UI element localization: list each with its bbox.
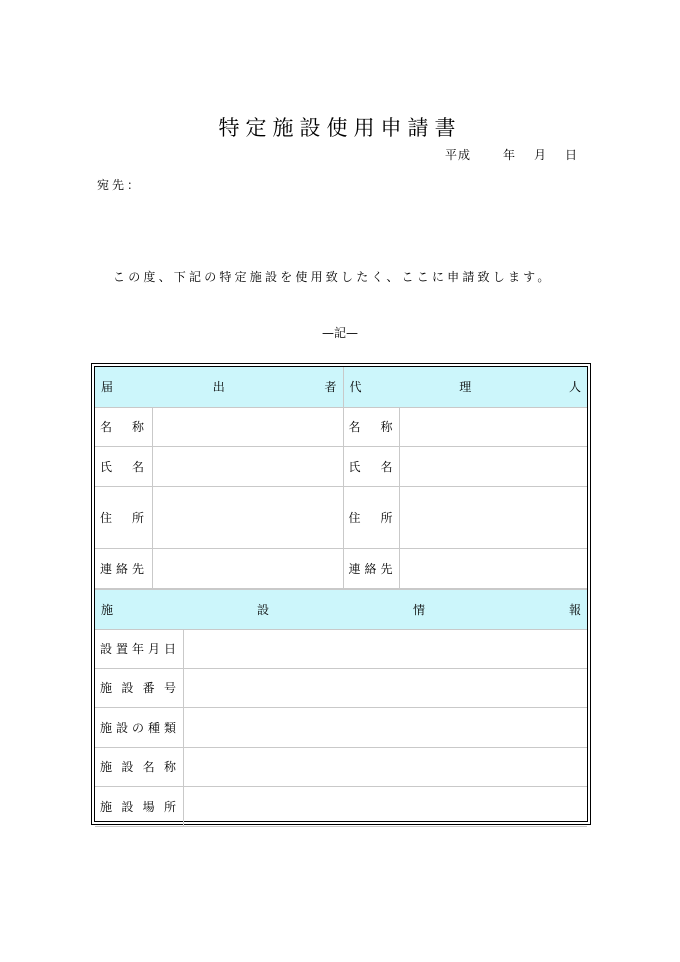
document-title: 特定施設使用申請書	[218, 116, 462, 140]
applicant-header: 届 出 者	[95, 367, 343, 407]
addressee-label: 宛先：	[97, 178, 143, 192]
agent-address-label: 住 所	[343, 486, 399, 548]
date-day: 日	[564, 148, 578, 162]
agent-person-field[interactable]	[399, 446, 587, 486]
applicant-person-label: 氏 名	[95, 446, 152, 486]
facility-info-table	[95, 589, 587, 827]
table-row	[95, 786, 587, 826]
table-row	[95, 668, 587, 707]
date-era: 平成	[444, 148, 471, 162]
installation-date-field[interactable]	[183, 629, 587, 668]
applicant-address-field[interactable]	[152, 486, 343, 548]
table-row	[95, 407, 587, 446]
applicant-contact-field[interactable]	[152, 548, 343, 588]
table-row	[95, 548, 587, 588]
facility-header-row	[95, 589, 587, 629]
agent-name-label: 名 称	[343, 407, 399, 446]
installation-date-label: 設 置 年 月 日	[95, 629, 183, 668]
agent-name-field[interactable]	[399, 407, 587, 446]
table-row	[95, 486, 587, 548]
table-row	[95, 446, 587, 486]
agent-header: 代 理 人	[343, 367, 587, 407]
application-form	[91, 363, 591, 825]
applicant-name-label: 名 称	[95, 407, 152, 446]
facility-location-label: 施 設 場 所	[95, 786, 183, 826]
applicant-name-field[interactable]	[152, 407, 343, 446]
table-row	[95, 747, 587, 786]
applicant-address-label: 住 所	[95, 486, 152, 548]
applicant-contact-label: 連 絡 先	[95, 548, 152, 588]
facility-type-field[interactable]	[183, 707, 587, 747]
ki-heading: —記—	[321, 326, 358, 340]
agent-address-field[interactable]	[399, 486, 587, 548]
facility-number-field[interactable]	[183, 668, 587, 707]
date-month: 月	[533, 148, 547, 162]
agent-person-label: 氏 名	[343, 446, 399, 486]
table-row	[95, 629, 587, 668]
applicant-agent-header-row	[95, 367, 587, 407]
facility-number-label: 施 設 番 号	[95, 668, 183, 707]
facility-name-field[interactable]	[183, 747, 587, 786]
facility-type-label: 施 設 の 種 類	[95, 707, 183, 747]
facility-location-field[interactable]	[183, 786, 587, 826]
facility-header: 施 設 情 報	[95, 589, 587, 629]
applicant-agent-table	[95, 367, 587, 589]
application-statement: この度、下記の特定施設を使用致したく、ここに申請致します。	[113, 270, 553, 284]
date-year: 年	[502, 148, 516, 162]
facility-name-label: 施 設 名 称	[95, 747, 183, 786]
date-line	[445, 146, 578, 163]
agent-contact-field[interactable]	[399, 548, 587, 588]
table-row	[95, 707, 587, 747]
agent-contact-label: 連 絡 先	[343, 548, 399, 588]
applicant-person-field[interactable]	[152, 446, 343, 486]
